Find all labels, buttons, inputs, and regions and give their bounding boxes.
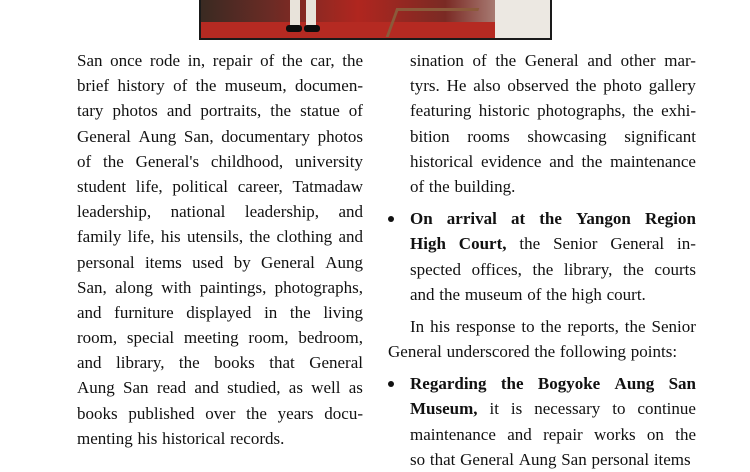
word: General (309, 353, 363, 373)
word: student (77, 176, 127, 196)
word: items (653, 449, 691, 469)
text-line (410, 422, 696, 447)
word: the (540, 316, 562, 336)
bullet-icon (388, 216, 394, 222)
word: repair (212, 51, 253, 70)
word: living (323, 302, 363, 322)
word: of (260, 51, 275, 70)
text-line (388, 339, 696, 364)
word: mar- (664, 51, 696, 70)
word: Tatmadaw (292, 176, 363, 196)
text-line (77, 275, 363, 300)
text-line (77, 325, 363, 350)
word: to (521, 316, 535, 336)
word: San (123, 378, 149, 398)
bold-word: Museum, (410, 399, 478, 419)
word: as (348, 378, 363, 398)
word: read (156, 378, 187, 398)
word: well (311, 378, 341, 398)
word: room, (248, 328, 289, 348)
bold-word: at (510, 209, 526, 229)
word: the (546, 284, 567, 304)
word: underscored (446, 342, 530, 362)
bold-word: Yangon (576, 209, 631, 229)
word: personal (591, 449, 650, 469)
word: repair (543, 424, 583, 444)
word: as (288, 378, 303, 398)
text-line (77, 426, 363, 451)
word: exhi- (661, 101, 696, 121)
word: following (559, 342, 627, 362)
paragraph (388, 314, 696, 364)
word: over (205, 403, 236, 423)
word: the (632, 101, 654, 121)
word: reports, (567, 316, 619, 336)
word: the (249, 227, 271, 247)
word: the (270, 101, 292, 121)
word: photo (603, 76, 642, 96)
word: and (194, 378, 219, 398)
word: the (439, 284, 461, 304)
word: by (233, 252, 251, 272)
text-line (77, 350, 363, 375)
word: points: (630, 342, 678, 362)
word: San (77, 51, 103, 70)
word: museum (464, 284, 523, 304)
word: General's (135, 151, 200, 171)
bold-word: High (410, 234, 446, 254)
word: General (524, 51, 579, 70)
text-line (77, 199, 363, 224)
text-line (388, 314, 696, 339)
text-line (77, 149, 363, 174)
word: bedroom, (298, 328, 363, 348)
word: museum, (224, 76, 287, 96)
bullet-icon (388, 381, 394, 387)
bold-word: arrival (446, 209, 497, 229)
word: sination (410, 51, 464, 70)
word: the (246, 403, 267, 423)
word: Aung (77, 378, 115, 398)
word: used (192, 252, 224, 272)
word: with (161, 277, 192, 297)
word: furniture (114, 302, 174, 322)
word: and (77, 353, 102, 373)
word: the (534, 342, 556, 362)
word: also (473, 76, 501, 96)
bold-word: Court, (458, 234, 507, 254)
text-line (410, 282, 696, 307)
word: of (410, 176, 425, 196)
word: observed (507, 76, 569, 96)
word: room, (77, 328, 118, 348)
text-line (410, 48, 696, 73)
right-column (388, 48, 696, 472)
word: menting (77, 428, 133, 448)
word: in, (187, 51, 206, 70)
bold-word: the (500, 374, 524, 394)
word: of (348, 101, 363, 121)
word: San, (183, 126, 214, 146)
word: historical (410, 151, 474, 171)
word: years (277, 403, 314, 423)
word: political (172, 176, 229, 196)
word: and (77, 302, 102, 322)
word: General (388, 342, 442, 362)
word: that (429, 449, 456, 469)
word: records. (230, 428, 285, 448)
word: of (472, 51, 487, 70)
word: in (264, 302, 278, 322)
word: of (77, 151, 92, 171)
text-line (410, 73, 696, 98)
word: books (214, 353, 255, 373)
text-line (77, 124, 363, 149)
word: statue (300, 101, 340, 121)
word: evidence (481, 151, 542, 171)
word: gallery (648, 76, 696, 96)
word: docu- (324, 403, 363, 423)
word: historic (478, 101, 530, 121)
word: of (527, 284, 542, 304)
text-line (410, 371, 696, 396)
text-line (77, 98, 363, 123)
word: once (110, 51, 143, 70)
word: spected (410, 259, 461, 279)
word: meeting (183, 328, 239, 348)
word: childhood, (210, 151, 284, 171)
word: on (646, 424, 664, 444)
word: the (495, 51, 517, 70)
word: tyrs. (410, 76, 440, 96)
word: the (675, 424, 696, 444)
word: bition (410, 126, 450, 146)
word: career, (237, 176, 283, 196)
word: and (507, 424, 532, 444)
word: to (612, 399, 626, 419)
word: the (103, 151, 124, 171)
word: General (77, 126, 131, 146)
word: leadership, (77, 202, 152, 222)
word: other (620, 51, 656, 70)
word: General (610, 234, 665, 254)
text-line (410, 124, 696, 149)
word: and (338, 227, 363, 247)
word: Senior (651, 316, 696, 336)
text-line (410, 98, 696, 123)
word: photographs, (537, 101, 626, 121)
word: General (261, 252, 315, 272)
bold-word: the (539, 209, 562, 229)
word: the (624, 316, 646, 336)
word: national (170, 202, 226, 222)
word: so (410, 449, 426, 469)
word: his (160, 227, 181, 247)
word: In (410, 316, 425, 336)
word: the (289, 302, 311, 322)
text-line (410, 149, 696, 174)
word: items (144, 252, 182, 272)
word: the (342, 51, 363, 70)
word: life, (135, 176, 163, 196)
text-line (77, 73, 363, 98)
word: rooms (467, 126, 510, 146)
word: and (166, 101, 192, 121)
word: his (137, 428, 158, 448)
word: clothing (276, 227, 333, 247)
word: published (128, 403, 195, 423)
text-line (77, 300, 363, 325)
word: offices, (471, 259, 522, 279)
text-line (77, 174, 363, 199)
word: the (178, 353, 200, 373)
word: Aung (518, 449, 557, 469)
text-line (77, 224, 363, 249)
word: photos (112, 101, 158, 121)
bullet-item (388, 206, 696, 307)
word: photographs, (274, 277, 363, 297)
word: library, (563, 259, 613, 279)
word: featuring (410, 101, 472, 121)
word: continue (637, 399, 696, 419)
word: Senior (553, 234, 598, 254)
museum-photo (199, 0, 552, 40)
left-column (77, 48, 363, 451)
word: the (623, 259, 644, 279)
bullet-item (388, 371, 696, 472)
word: leadership, (244, 202, 319, 222)
word: court. (606, 284, 646, 304)
word: books (77, 403, 118, 423)
bold-word: Aung (614, 374, 655, 394)
word: the (519, 234, 541, 254)
text-line (410, 206, 696, 231)
word: car, (310, 51, 335, 70)
word: documentary (221, 126, 311, 146)
word: and (549, 151, 574, 171)
word: building. (454, 176, 516, 196)
text-line (410, 447, 696, 472)
word: the (581, 151, 603, 171)
word: the (532, 259, 554, 279)
word: showcasing (527, 126, 607, 146)
word: family (77, 227, 122, 247)
word: works (594, 424, 636, 444)
bold-word: Bogyoke (537, 374, 601, 394)
text-line (77, 48, 363, 73)
word: Aung (138, 126, 177, 146)
word: General (460, 449, 514, 469)
word: university (295, 151, 363, 171)
text-line (77, 375, 363, 400)
word: that (269, 353, 295, 373)
text-line (410, 174, 696, 199)
word: and (587, 51, 612, 70)
word: the (281, 51, 303, 70)
word: life, (127, 227, 155, 247)
text-line (77, 401, 363, 426)
word: special (126, 328, 175, 348)
word: the (195, 76, 217, 96)
bold-word: Regarding (410, 374, 487, 394)
paragraph (388, 48, 696, 199)
word: maintenance (410, 424, 496, 444)
word: portraits, (200, 101, 262, 121)
word: He (446, 76, 467, 96)
word: along (115, 277, 153, 297)
word: in- (677, 234, 696, 254)
word: rode (149, 51, 181, 70)
text-line (410, 396, 696, 421)
word: the (575, 76, 597, 96)
word: paintings, (199, 277, 267, 297)
word: Aung (325, 252, 363, 272)
word: the (428, 176, 450, 196)
word: significant (624, 126, 696, 146)
word: personal (77, 252, 135, 272)
word: it (489, 399, 499, 419)
bold-word: Region (644, 209, 696, 229)
word: courts (654, 259, 696, 279)
word: San (561, 449, 587, 469)
word: studied, (227, 378, 281, 398)
word: necessary (534, 399, 601, 419)
word: displayed (186, 302, 252, 322)
word: documen- (295, 76, 363, 96)
word: photos (317, 126, 363, 146)
word: library, (116, 353, 165, 373)
word: San, (77, 277, 107, 297)
word: tary (77, 101, 104, 121)
word: of (173, 76, 188, 96)
word: history (117, 76, 165, 96)
word: and (338, 202, 363, 222)
word: and (410, 284, 435, 304)
word: his (430, 316, 450, 336)
text-line (410, 231, 696, 256)
bold-word: On (410, 209, 433, 229)
word: maintenance (610, 151, 696, 171)
bold-word: San (668, 374, 696, 394)
word: is (510, 399, 523, 419)
word: high (571, 284, 602, 304)
word: utensils, (186, 227, 244, 247)
text-line (410, 257, 696, 282)
word: response (455, 316, 516, 336)
word: historical (162, 428, 226, 448)
text-line (77, 250, 363, 275)
word: brief (77, 76, 110, 96)
